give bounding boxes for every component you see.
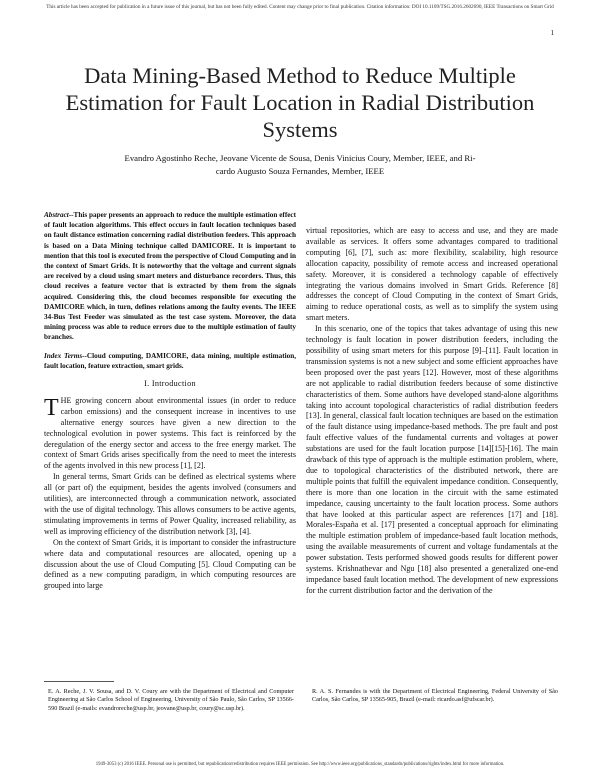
author-list xyxy=(90,152,510,178)
author-line-2: cardo Augusto Souza Fernandes, Member, IEEE xyxy=(215,166,385,176)
footnote-divider xyxy=(44,681,114,682)
intro-paragraph-1 xyxy=(44,396,296,472)
abstract-text: --This paper presents an approach to reduce the multiple estimation effect of fault location algorithms. This effect occurs in fault location techniques based on fault distance estimation concerning radial distribution feeders. This approach is based on a Data Mining technique called DAMICORE. It is important to mention that this tool is executed from the perspective of Cloud Computing and in the context of Smart Grids. It is noteworthy that the voltage and current signals are received by a cloud using smart meters and disturbance recorders. Thus, this cloud receives a feature vector that is extracted by them from the signals acquired. Considering this, the cloud becomes responsible for executing the DAMICORE which, in turn, defines relations among the faulty events. The IEEE 34-Bus Test Feeder was simulated as the test case system. Moreover, the data mining process was able to reduce errors due to the multiple estimation of faulty branches. xyxy=(44,211,296,342)
index-terms-label: Index Terms xyxy=(44,351,83,360)
index-terms xyxy=(44,351,296,371)
abstract xyxy=(44,210,296,343)
copyright-footer: 1949-3053 (c) 2016 IEEE. Personal use is permitted, but republication/redistribution requires IEEE permission. See http://www.ieee.org/publications_standards/publications/rights/index.html for more information. xyxy=(95,762,505,767)
footnote-right: R. A. S. Fernandes is with the Department of Electrical Engineering, Federal University of São Carlos, São Carlos, SP 13565-905, Brazil (e-mail: ricardo.asf@ufscar.br). xyxy=(312,688,558,704)
section-heading: I. Introduction xyxy=(144,379,196,389)
page-number: 1 xyxy=(550,29,554,37)
right-paragraph-2: In this scenario, one of the topics that takes advantage of using this new technology is fault location in power distribution feeders, including the possibility of using smart meters for this purpose [9]–[11]. Fault location in transmission systems is not a new subject and some efficient approaches have been proposed over the past years [12]. However, most of these algorithms are not applicable to radial distribution feeders because of some distinctive characteristics of them. Some authors have developed stand-alone algorithms taking into account topological characteristics of radial distribution feeders [13]. In general, classical fault location techniques are based on the estimation of the fault distance using impedance-based methods. The pre fault and post fault effective values of the fundamental currents and voltages at power substations are used for the fault location purpose [14][15]-[16]. The main drawback of this type of approach is the multiple estimation problem, where, due to topological characteristics of the distributed network, there are multiple points that fulfill the equivalent impedance condition. Consequently, there is more than one location in the circuit with the same estimated impedance, causing uncertainty to the fault location process. Some authors that have looked at this particular aspect are references [17] and [18]. Morales-España et al. [17] presented a conceptual approach for eliminating the multiple estimation problem of impedance-based fault location methods, using the available measurements of current and voltage fundamentals at the power substation. Tests performed showed goods results for different power systems. Krishnathevar and Ngu [18] also presented a generalized one-end impedance based fault location method. The development of new expressions for the current distribution factor and the derivation of the xyxy=(306,324,558,595)
left-column xyxy=(44,210,296,592)
right-column xyxy=(306,226,558,597)
journal-notice: This article has been accepted for publication in a future issue of this journal, but has not been fully edited. Content may change prior to final publication. Citation information: DOI 10.1109/TSG.2016.2602690, IEEE Transactions on Smart Grid xyxy=(46,4,554,10)
right-paragraph-1: virtual repositories, which are easy to access and use, and they are made available as services. It offers some advantages compared to traditional computing [6], [7], such as: more flexibility, scalability, high resource allocation capacity, possibility of remote access and increased operational safety. Moreover, it is considered a technology capable of effectively integrating the various domains involved in Smart Grids. Reference [8] addresses the concept of Cloud Computing in the context of Smart Grids, aiming to reduce operational costs, as well as to simplify the system using smart meters. xyxy=(306,226,558,323)
intro-paragraph-2: In general terms, Smart Grids can be defined as electrical systems where all (or part of) the equipment, besides the agents involved (consumers and utilities), are interconnected through a communication network, associated with the use of digital technology. This allows consumers to be active agents, stimulating improvements in terms of Power Quality, increased reliability, as well as improving efficiency of the distribution network [3], [4]. xyxy=(44,472,296,536)
footnote-left: E. A. Reche, J. V. Sousa, and D. V. Coury are with the Department of Electrical and Computer Engineering at São Carlos School of Engineering, University of São Paulo, São Carlos, SP 13566-590 Brazil (e-mails: evandroreche@usp.br, jeovane@usp.br, coury@sc.usp.br). xyxy=(48,688,294,712)
abstract-label: Abstract xyxy=(44,211,69,219)
dropcap-letter: T xyxy=(44,394,59,421)
author-line-1: Evandro Agostinho Reche, Jeovane Vicente de Sousa, Denis Vinicius Coury, Member, IEEE, and Ri- xyxy=(124,153,476,163)
paper-title: Data Mining-Based Method to Reduce Multiple Estimation for Fault Location in Radial Distribution Systems xyxy=(65,63,535,142)
index-terms-text: --Cloud computing, DAMICORE, data mining, multiple estimation, fault location, feature extraction, smart grids. xyxy=(44,351,297,370)
intro-paragraph-3: On the context of Smart Grids, it is important to consider the infrastructure where data and computational resources are allocated, opening up a discussion about the use of Cloud Computing [5]. Cloud Computing can be defined as a new computing paradigm, in which computing resources are grouped into large xyxy=(44,537,296,591)
intro-paragraph-1-text: HE growing concern about environmental issues (in order to reduce carbon emissions) and the consequent increase in incentives to use alternative energy sources have given a new direction to the technological evolution in power systems. This fact is reinforced by the deregulation of the energy sector and access to the free energy market. The context of Smart Grids arises specifically from the need to meet the interests of the agents involved in this new process [1], [2]. xyxy=(44,395,296,471)
